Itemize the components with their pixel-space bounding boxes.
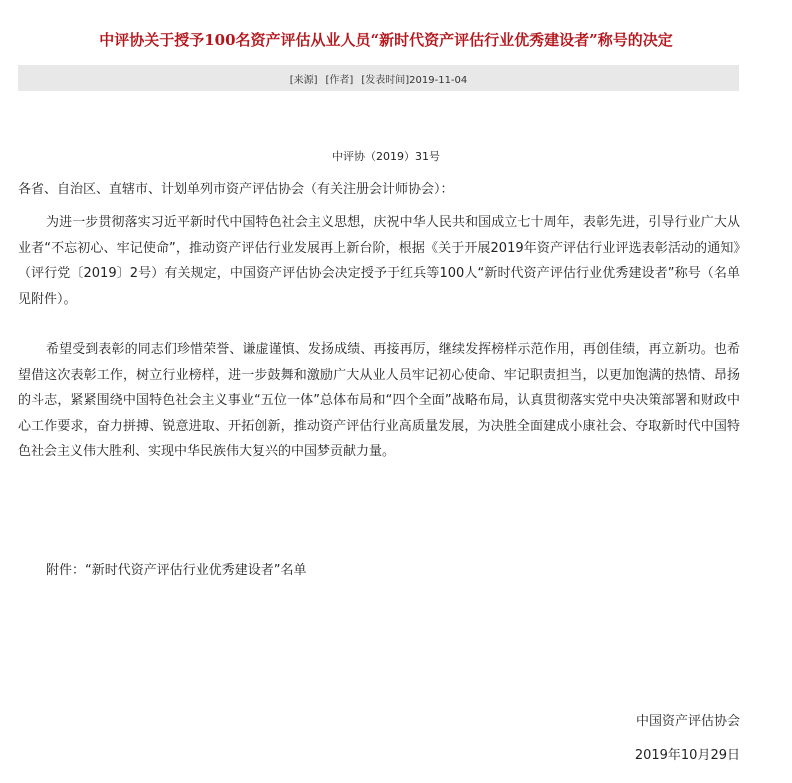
body-paragraph-2: 希望受到表彰的同志们珍惜荣誉、谦虚谨慎、发扬成绩、再接再厉，继续发挥榜样示范作用，再创佳绩，再立新功。也希望借这次表彰工作，树立行业榜样，进一步鼓舞和激励广大从业人员牢记初心使命、牢记职责担当，以更加饱满的热情、昂扬的斗志，紧紧围绕中国特色社会主义事业“五位一体”总体布局和“四个全面”战略布局，认真贯彻落实党中央决策部署和财政中心工作要求，奋力拼搏、锐意进取、开拓创新，推动资产评估行业高质量发展，为决胜全面建成小康社会、夺取新时代中国特色社会主义伟大胜利、实现中华民族伟大复兴的中国梦贡献力量。 <box>18 342 740 459</box>
author-label: [作者] <box>325 74 354 86</box>
meta-bar <box>18 65 739 91</box>
document-number: 中评协（2019）31号 <box>332 150 440 163</box>
attachment-line: 附件：“新时代资产评估行业优秀建设者”名单 <box>46 563 307 578</box>
published-date: [发表时间]2019-11-04 <box>361 74 468 86</box>
body-paragraph-1: 为进一步贯彻落实习近平新时代中国特色社会主义思想，庆祝中华人民共和国成立七十周年，表彰先进，引导行业广大从业者“不忘初心、牢记使命”，推动资产评估行业发展再上新台阶，根据《关于开展2019年资产评估行业评选表彰活动的通知》（评行党〔2019〕2号）有关规定，中国资产评估协会决定授予于红兵等100人“新时代资产评估行业优秀建设者”称号（名单见附件）。 <box>18 215 740 307</box>
source-label: [来源] <box>289 74 318 86</box>
signature-organization: 中国资产评估协会 <box>635 714 740 729</box>
salutation: 各省、自治区、直辖市、计划单列市资产评估协会（有关注册会计师协会）： <box>18 182 454 197</box>
document-title: 中评协关于授予100名资产评估从业人员“新时代资产评估行业优秀建设者”称号的决定 <box>99 31 673 49</box>
signature-date: 2019年10月29日 <box>634 748 740 763</box>
